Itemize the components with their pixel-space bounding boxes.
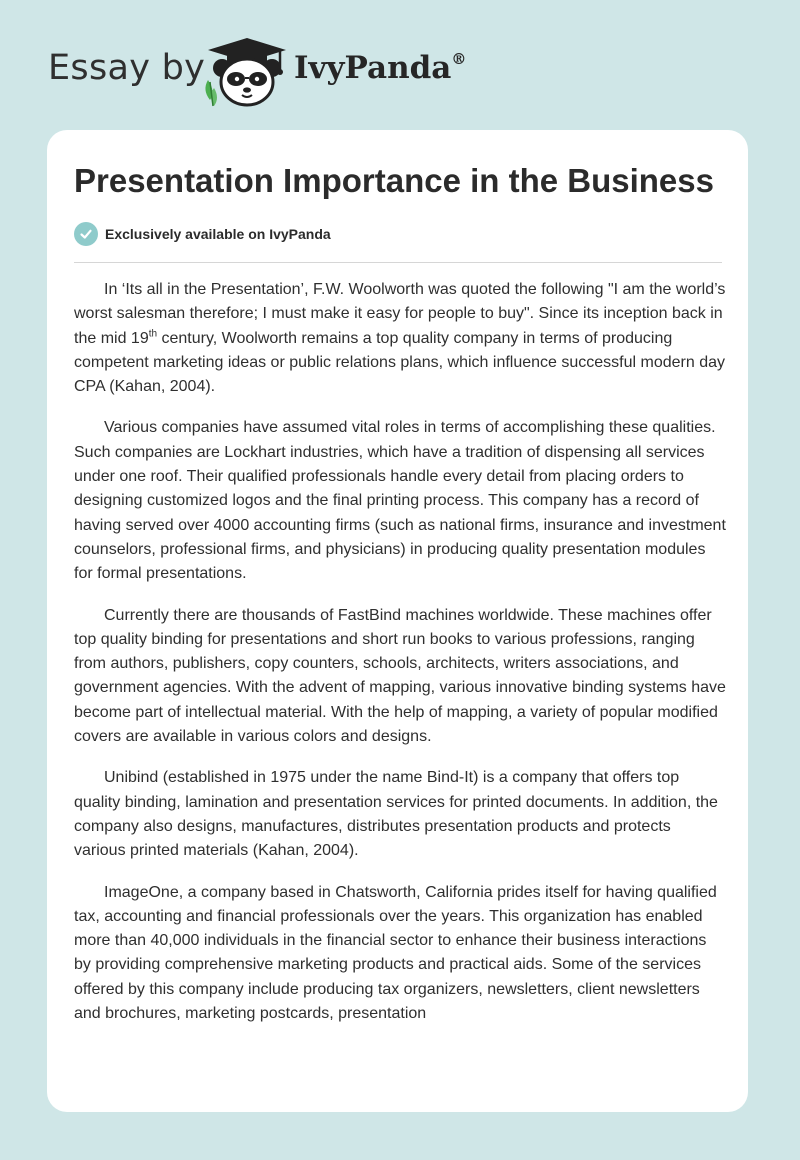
paragraph: ImageOne, a company based in Chatsworth, California prides itself for having qualified tax, accounting and financial professionals over the years. This organization has enabled more than 40,000 individuals in the financial sector to enhance their business interactions by providing comprehensive marketing products and practical aids. Some of the services offered by this company include producing tax organizers, newsletters, client newsletters and brochures, marketing postcards, presentation [74, 883, 717, 1023]
divider [74, 262, 722, 263]
paragraph: Currently there are thousands of FastBind machines worldwide. These machines offer top quality binding for presentations and short run books to various professions, ranging from authors, publishers, copy counters, schools, architects, writers associations, and government agencies. With the advent of mapping, various innovative binding systems have become part of intellectual material. With the help of mapping, a variety of popular modified covers are available in various colors and designs. [74, 606, 726, 746]
registered-mark: ® [451, 49, 467, 68]
panda-graduate-icon[interactable] [202, 36, 292, 108]
paragraph: Various companies have assumed vital roles in terms of accomplishing these qualities. Such companies are Lockhart industries, which have a tradition of dispensing all services under one roof. Their qualified professionals handle every detail from placing orders to designing customized logos and the final printing process. This company has a record of having served over 4000 accounting firms (such as national firms, insurance and investment counselors, professional firms, and physicians) in producing quality presentation modules for formal presentations. [74, 419, 726, 583]
article-body [74, 278, 726, 1043]
paragraph: In ‘Its all in the Presentation’, F.W. Woolworth was quoted the following "I am the world’s worst salesman therefore; I must make it easy for people to buy". Since its inception back in the mid 19th century, Woolworth remains a top quality company in terms of producing competent marketing ideas or public relations plans, which influence successful modern day CPA (Kahan, 2004). [74, 281, 726, 396]
exclusive-badge [74, 222, 331, 246]
paragraph: Unibind (established in 1975 under the name Bind-It) is a company that offers top quality binding, lamination and presentation services for printed documents. In addition, the company also designs, manufactures, distributes presentation products and protects various printed materials (Kahan, 2004). [74, 769, 718, 860]
site-header [0, 0, 800, 130]
page-title: Presentation Importance in the Business [74, 162, 714, 199]
essay-by-label: Essay by [48, 48, 206, 88]
check-icon [74, 222, 98, 246]
brand-name[interactable]: IvyPanda® [294, 49, 467, 86]
badge-text: Exclusively available on IvyPanda [105, 226, 331, 242]
essay-card [47, 130, 748, 1112]
